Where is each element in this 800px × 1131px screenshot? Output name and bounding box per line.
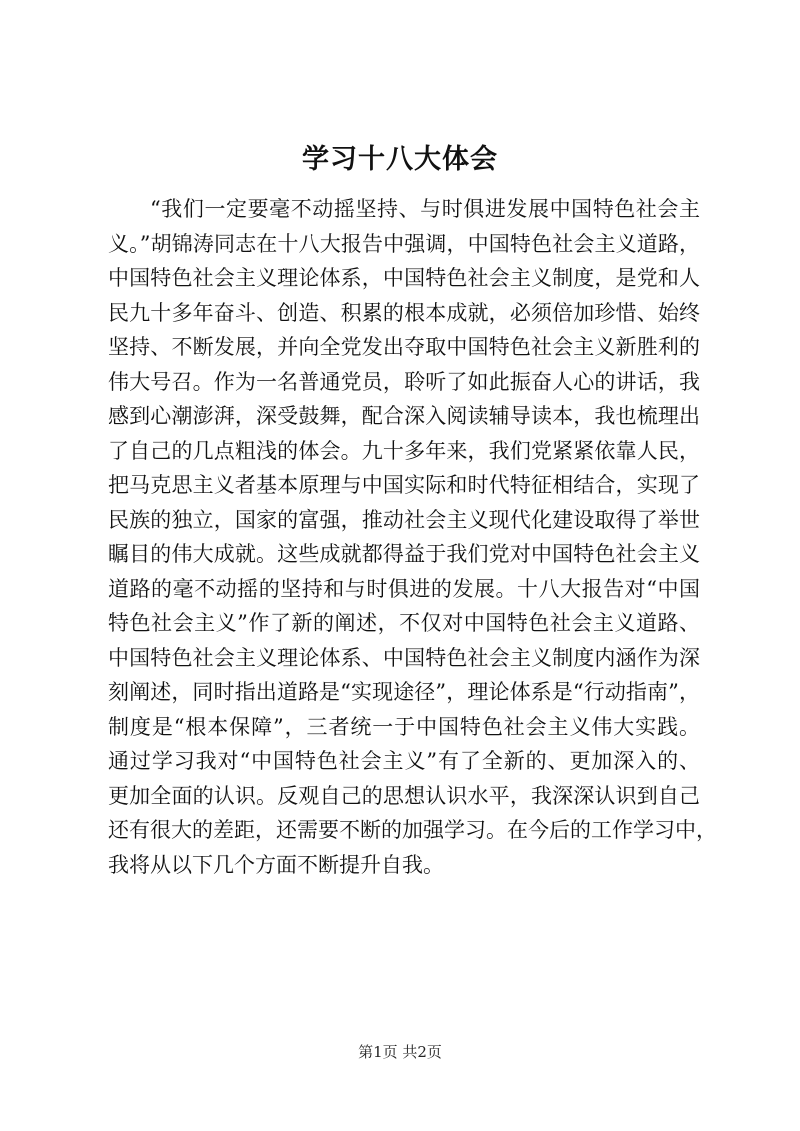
text-line: 中国特色社会主义理论体系，中国特色社会主义制度，是党和人: [108, 266, 700, 290]
text-line: “我们一定要毫不动摇坚持、与时俱进发展中国特色社会主: [150, 197, 700, 221]
text-line: 民族的独立，国家的富强，推动社会主义现代化建设取得了举世: [108, 507, 700, 532]
text-line: 我将从以下几个方面不断提升自我。: [108, 852, 444, 877]
text-line: 还有很大的差距，还需要不断的加强学习。在今后的工作学习中，: [108, 818, 717, 842]
text-line: 道路的毫不动摇的坚持和与时俱进的发展。十八大报告对“中国: [108, 576, 700, 601]
text-line: 坚持、不断发展，并向全党发出夺取中国特色社会主义新胜利的: [108, 335, 700, 359]
text-line: 了自己的几点粗浅的体会。九十多年来，我们党紧紧依靠人民，: [108, 438, 700, 463]
page-number-footer: 第1页 共2页: [358, 1043, 442, 1061]
text-line: 通过学习我对“中国特色社会主义”有了全新的、更加深入的、: [108, 749, 700, 773]
text-line: 更加全面的认识。反观自己的思想认识水平，我深深认识到自己: [108, 783, 700, 808]
text-line: 民九十多年奋斗、创造、积累的根本成就，必须倍加珍惜、始终: [108, 300, 700, 325]
text-line: 感到心潮澎湃，深受鼓舞，配合深入阅读辅导读本，我也梳理出: [108, 404, 700, 428]
text-line: 中国特色社会主义理论体系、中国特色社会主义制度内涵作为深: [108, 645, 700, 670]
text-line: 制度是“根本保障”，三者统一于中国特色社会主义伟大实践。: [108, 714, 700, 739]
text-line: 瞩目的伟大成就。这些成就都得益于我们党对中国特色社会主义: [108, 542, 700, 566]
text-line: 义。”胡锦涛同志在十八大报告中强调，中国特色社会主义道路，: [108, 231, 700, 256]
text-line: 伟大号召。作为一名普通党员，聆听了如此振奋人心的讲话，我: [108, 369, 700, 394]
text-line: 把马克思主义者基本原理与中国实际和时代特征相结合，实现了: [108, 473, 700, 497]
body-text: [108, 192, 717, 882]
text-line: 刻阐述，同时指出道路是“实现途径”，理论体系是“行动指南”，: [108, 680, 700, 704]
text-line: 特色社会主义”作了新的阐述，不仅对中国特色社会主义道路、: [108, 611, 700, 635]
document-title: 学习十八大体会: [302, 144, 498, 175]
